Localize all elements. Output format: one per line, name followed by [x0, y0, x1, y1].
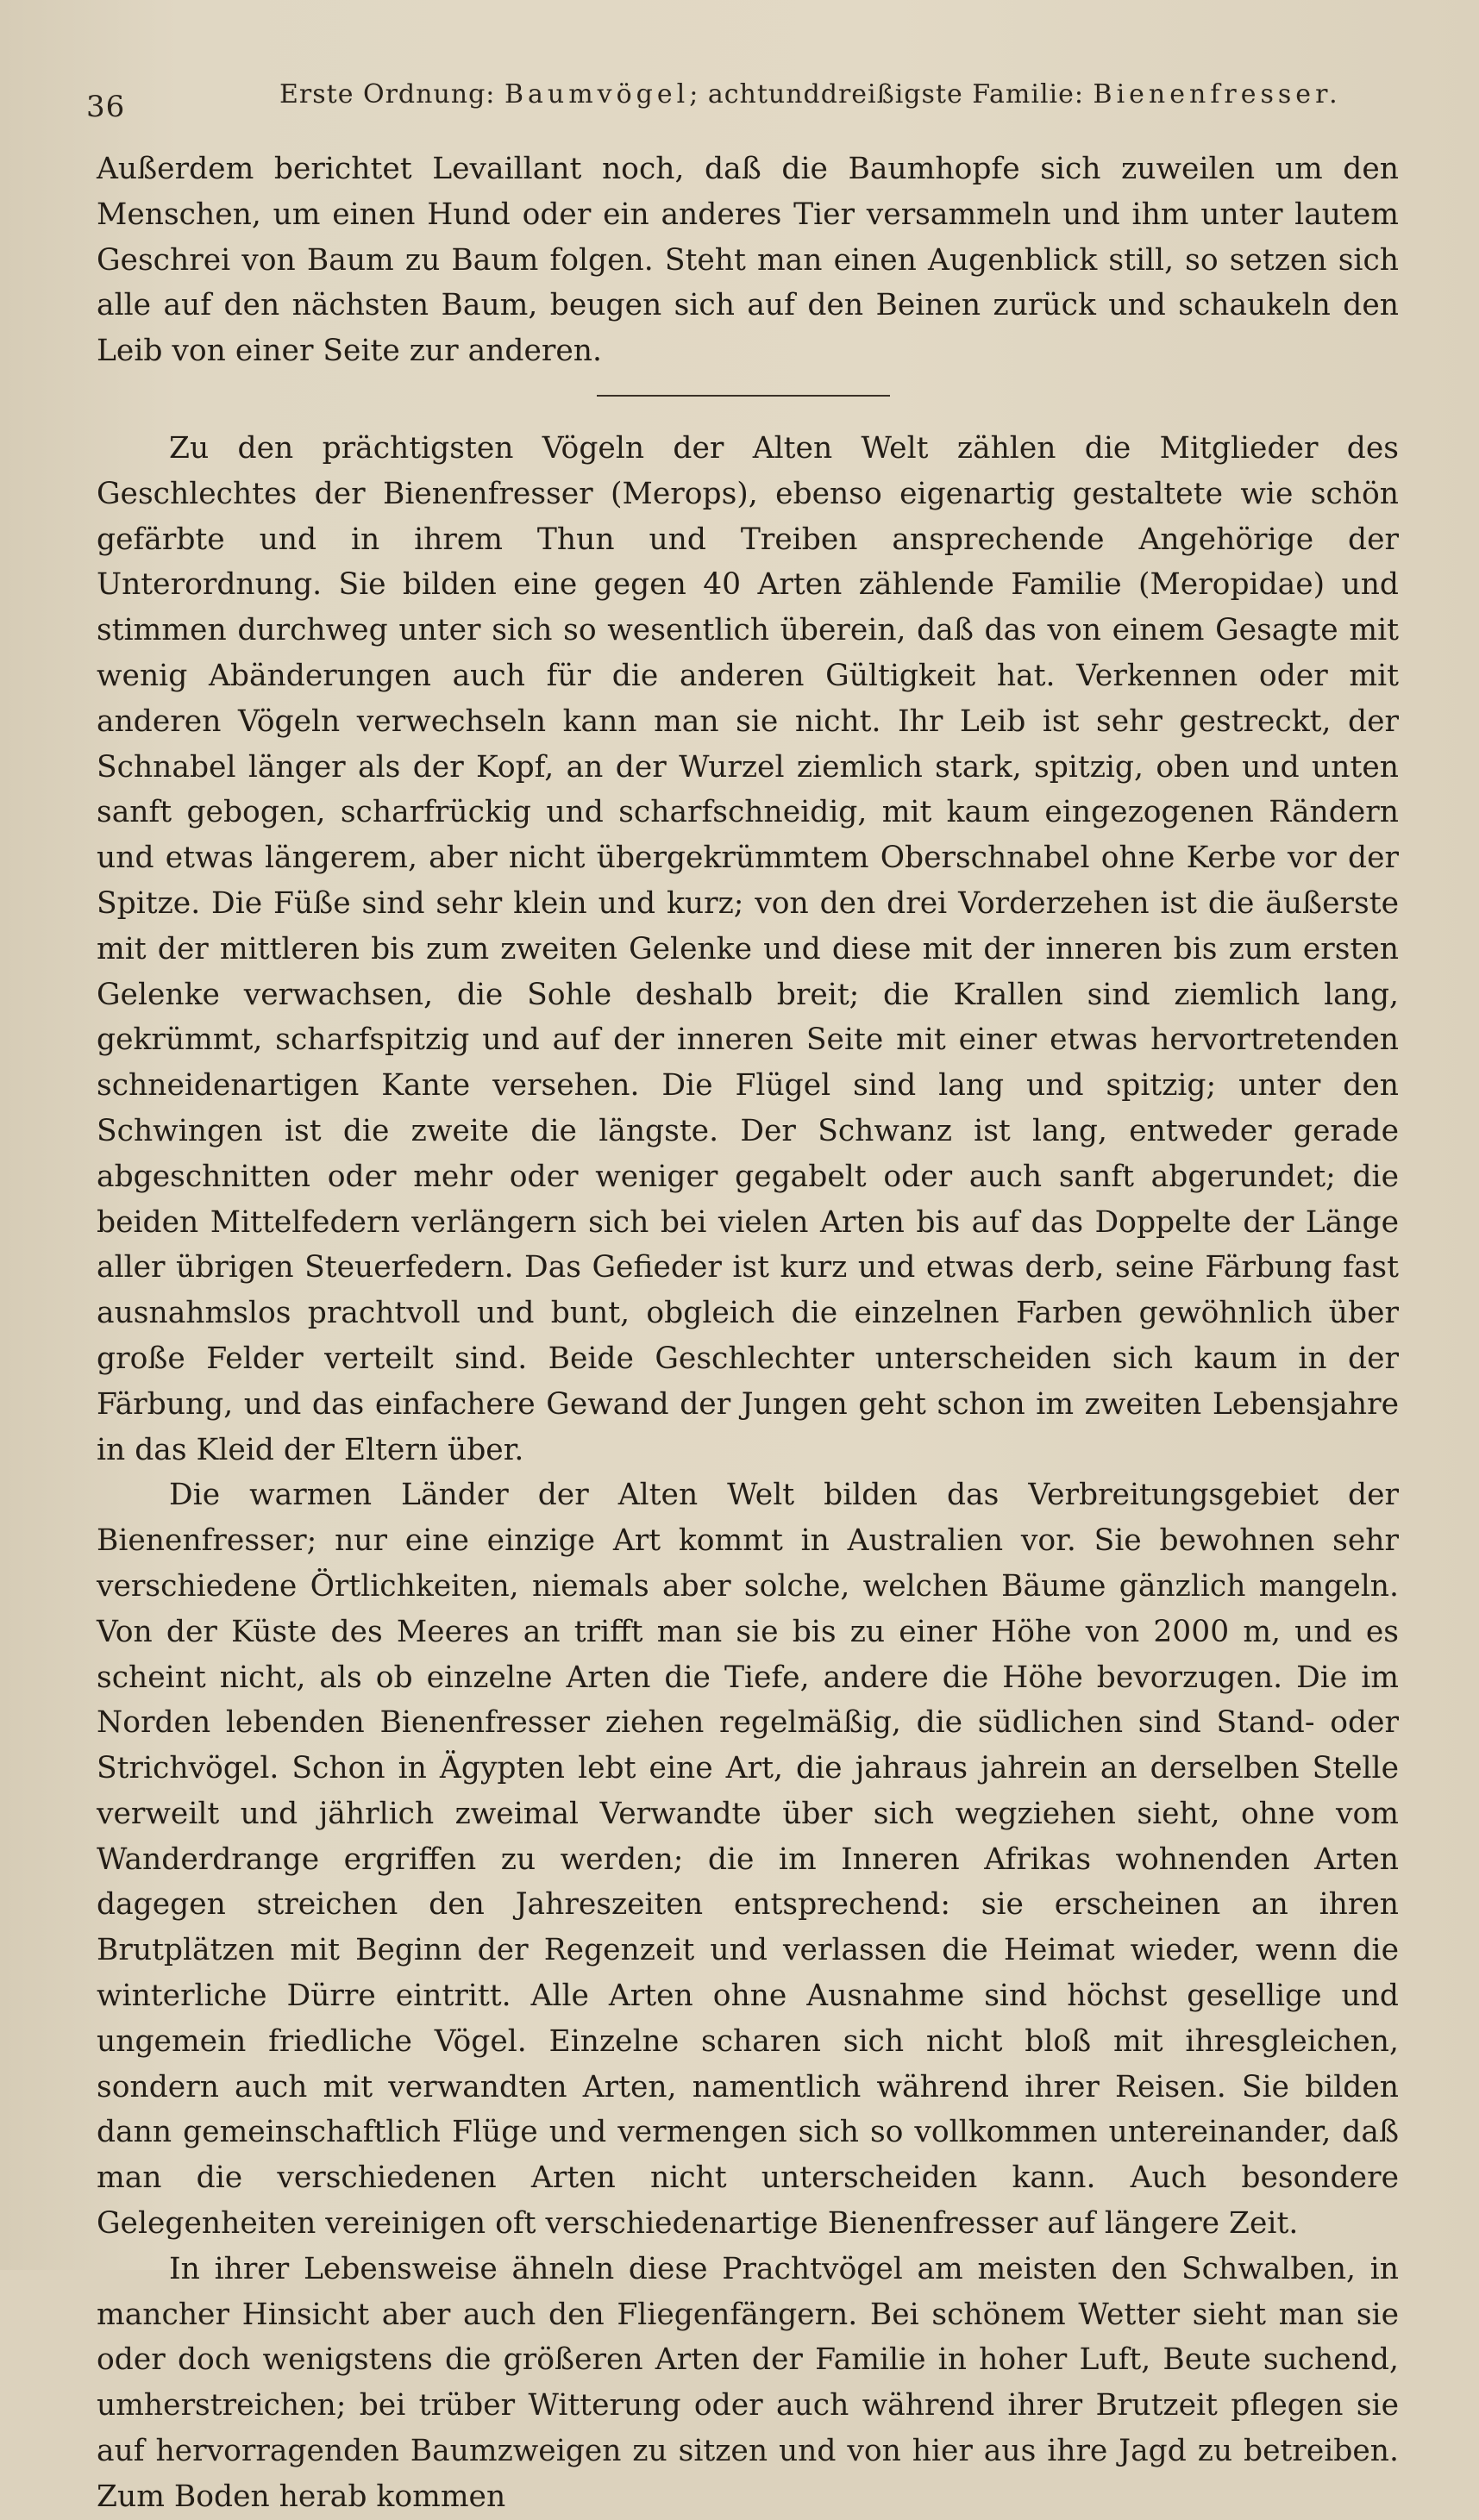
running-head-middle: ; achtunddreißigste Familie:: [689, 79, 1094, 109]
running-head-prefix: Erste Ordnung:: [279, 79, 504, 109]
section-divider: [597, 395, 890, 397]
running-head-family: Bienenfresser.: [1093, 79, 1342, 109]
page-number: 36: [86, 90, 126, 124]
body-text: [97, 147, 1399, 2520]
paragraph-lifestyle: In ihrer Lebensweise ähneln diese Prachtvögel am meisten den Schwalben, in mancher Hinsicht aber auch den Fliegenfängern. Bei schönem Wetter sieht man sie oder doch wenigstens die größeren Arten der Familie in hoher Luft, Beute suchend, umherstreichen; bei trüber Witterung oder auch während ihrer Brutzeit pflegen sie auf hervorragenden Baumzweigen zu sitzen und von hier aus ihre Jagd zu betreiben. Zum Boden herab kommen: [97, 2251, 1399, 2514]
running-head-order: Baumvögel: [504, 79, 690, 109]
paragraph-baumhopf-closing: Außerdem berichtet Levaillant noch, daß die Baumhopfe sich zuweilen um den Menschen, um einen Hund oder ein anderes Tier versammeln und ihm unter lautem Geschrei von Baum zu Baum folgen. Steht man einen Augenblick still, so setzen sich alle auf den nächsten Baum, beugen sich auf den Beinen zurück und schaukeln den Leib von einer Seite zur anderen.: [97, 152, 1399, 369]
running-head: [279, 79, 1342, 109]
paragraph-distribution: Die warmen Länder der Alten Welt bilden das Verbreitungsgebiet der Bienenfresser; nur eine einzige Art kommt in Australien vor. Sie bewohnen sehr verschiedene Örtlichkeiten, niemals aber solche, welchen Bäume gänzlich mangeln. Von der Küste des Meeres an trifft man sie bis zu einer Höhe von 2000 m, und es scheint nicht, als ob einzelne Arten die Tiefe, andere die Höhe bevorzugen. Die im Norden lebenden Bienenfresser ziehen regelmäßig, die südlichen sind Stand- oder Strichvögel. Schon in Ägypten lebt eine Art, die jahraus jahrein an derselben Stelle verweilt und jährlich zweimal Verwandte über sich wegziehen sieht, ohne vom Wanderdrange ergriffen zu werden; die im Inneren Afrikas wohnenden Arten dagegen streichen den Jahreszeiten entsprechend: sie erscheinen an ihren Brutplätzen mit Beginn der Regenzeit und verlassen die Heimat wieder, wenn die winterliche Dürre eintritt. Alle Arten ohne Ausnahme sind höchst gesellige und ungemein friedliche Vögel. Einzelne scharen sich nicht bloß mit ihresgleichen, sondern auch mit verwandten Arten, namentlich während ihrer Reisen. Sie bilden dann gemeinschaftlich Flüge und vermengen sich so vollkommen untereinander, daß man die verschiedenen Arten nicht unterscheiden kann. Auch besondere Gelegenheiten vereinigen oft verschiedenartige Bienenfresser auf längere Zeit.: [97, 1478, 1399, 2242]
paragraph-bienenfresser-description: Zu den prächtigsten Vögeln der Alten Welt zählen die Mitglieder des Geschlechtes der Bienenfresser (Merops), ebenso eigenartig gestaltete wie schön gefärbte und in ihrem Thun und Treiben ansprechende Angehörige der Unterordnung. Sie bilden eine gegen 40 Arten zählende Familie (Meropidae) und stimmen durchweg unter sich so wesentlich überein, daß das von einem Gesagte mit wenig Abänderungen auch für die anderen Gültigkeit hat. Verkennen oder mit anderen Vögeln verwechseln kann man sie nicht. Ihr Leib ist sehr gestreckt, der Schnabel länger als der Kopf, an der Wurzel ziemlich stark, spitzig, oben und unten sanft gebogen, scharfrückig und scharfschneidig, mit kaum eingezogenen Rändern und etwas längerem, aber nicht übergekrümmtem Oberschnabel ohne Kerbe vor der Spitze. Die Füße sind sehr klein und kurz; von den drei Vorderzehen ist die äußerste mit der mittleren bis zum zweiten Gelenke und diese mit der inneren bis zum ersten Gelenke verwachsen, die Sohle deshalb breit; die Krallen sind ziemlich lang, gekrümmt, scharfspitzig und auf der inneren Seite mit einer etwas hervortretenden schneidenartigen Kante versehen. Die Flügel sind lang und spitzig; unter den Schwingen ist die zweite die längste. Der Schwanz ist lang, entweder gerade abgeschnitten oder mehr oder weniger gegabelt oder auch sanft abgerundet; die beiden Mittelfedern verlängern sich bei vielen Arten bis auf das Doppelte der Länge aller übrigen Steuerfedern. Das Gefieder ist kurz und etwas derb, seine Färbung fast ausnahmslos prachtvoll und bunt, obgleich die einzelnen Farben gewöhnlich über große Felder verteilt sind. Beide Geschlechter unterscheiden sich kaum in der Färbung, und das einfachere Gewand der Jungen geht schon im zweiten Lebensjahre in das Kleid der Eltern über.: [97, 430, 1399, 1467]
